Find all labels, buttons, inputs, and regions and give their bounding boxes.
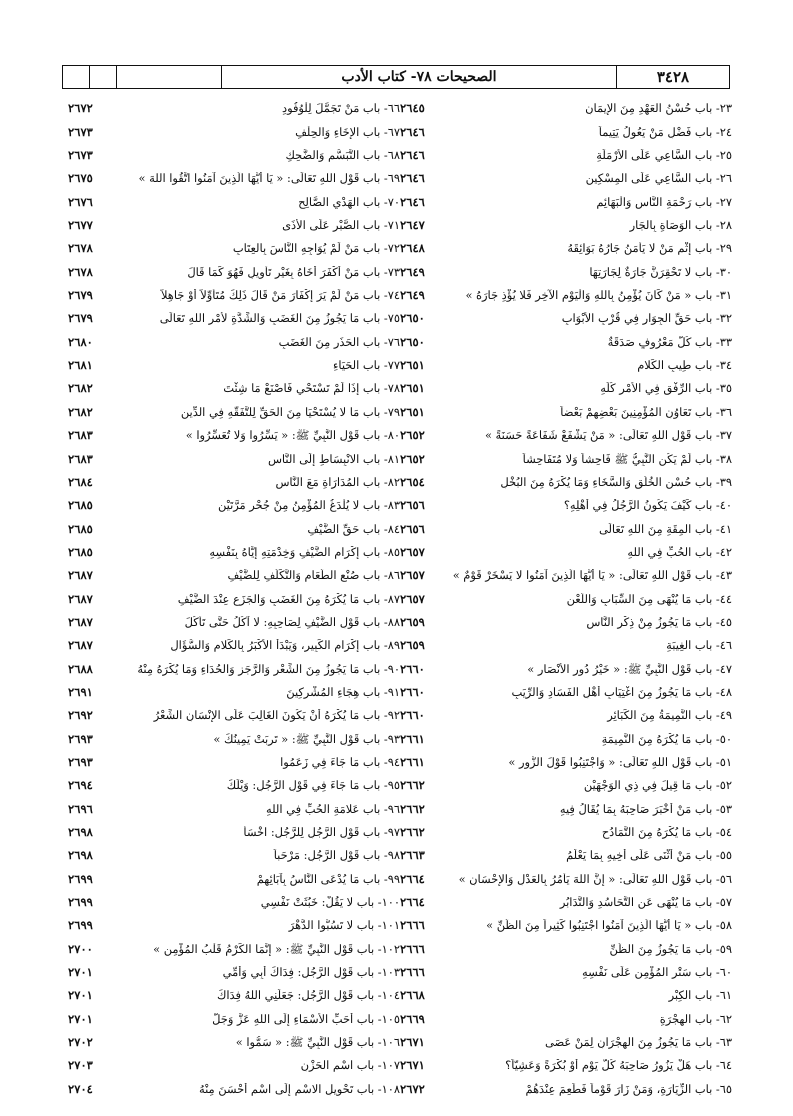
toc-entry (68, 117, 400, 140)
toc-entry-title: ٤٤- باب مَا يُنْهَى مِنَ السِّبَابِ وَاللَّعْنِ (566, 592, 732, 606)
toc-entry (68, 491, 400, 514)
toc-entry-page: ٢٦٥٤ (400, 474, 425, 489)
toc-entry-title: ٨٧- باب مَا يُكْرَهُ مِنَ الغَضَبِ وَالجَزَعِ عِنْدَ الضَّيْفِ (177, 592, 400, 606)
toc-entry (400, 981, 732, 1004)
toc-entry-page: ٢٦٦١ (400, 731, 425, 746)
toc-entry-title: ١٠٨- باب تَحْوِيلِ الاسْمِ إِلَى اسْمٍ أَحْسَنَ مِنْهُ (198, 1082, 400, 1096)
toc-entry-title: ٩٩- باب مَا يُدْعَى النَّاسُ بِآبَائِهِمْ (256, 872, 400, 886)
toc-entry-page: ٢٦٩٩ (68, 871, 93, 886)
toc-entry (68, 561, 400, 584)
toc-entry-page: ٢٧٠٢ (68, 1035, 93, 1050)
toc-entry-title: ٩٣- باب قَوْلِ النَّبِيِّ ﷺ: « تَرِبَتْ يَمِينُكَ » (213, 732, 400, 746)
toc-entry (400, 678, 732, 701)
toc-entry-title: ١٠١- باب لا تَسُبُّوا الدَّهْرَ (288, 919, 400, 933)
toc-entry-title: ٩٤- باب مَا جَاءَ فِي زَعَمُوا (280, 755, 400, 769)
toc-entry-page: ٢٦٦٠ (400, 684, 425, 699)
toc-entry (68, 421, 400, 444)
toc-entry (400, 514, 732, 537)
toc-entry-title: ١٠٤- باب قَوْلِ الرَّجُلِ: جَعَلَنِي اللهُ فِدَاكَ (216, 989, 400, 1003)
toc-entry-page: ٢٦٨٢ (68, 381, 93, 396)
toc-entry-page: ٢٧٠١ (68, 965, 93, 980)
toc-entry-title: ٧٢- باب مَنْ لَمْ يُوَاجِهِ النَّاسَ بِالعِتَابِ (232, 242, 400, 256)
toc-entry-title: ٧٨- باب إِذَا لَمْ تَسْتَحْيِ فَاصْنَعْ مَا شِئْتَ (223, 382, 400, 396)
toc-entry-title: ٤٣- باب قَوْلِ اللهِ تَعَالَى: « يَا أَيُّهَا الَّذِينَ آمَنُوا لا يَسْخَرْ قَوْمٌ » (452, 569, 732, 583)
toc-entry (400, 631, 732, 654)
toc-entry-page: ٢٦٩١ (68, 684, 93, 699)
toc-entry-page: ٢٦٥٠ (400, 334, 425, 349)
toc-entry-title: ٤٧- باب قَوْلِ النَّبِيِّ ﷺ: « خَيْرُ دُورِ الأَنْصَارِ » (527, 662, 732, 676)
toc-entry-page: ٢٦٧١ (400, 1035, 425, 1050)
toc-entry-title: ١٠٠- باب لا يَقُلْ: خَبُثَتْ نَفْسِي (260, 896, 400, 910)
toc-entry-title: ٢٨- باب الوَصَاةِ بِالجَارِ (629, 219, 732, 233)
toc-entry-page: ٢٦٩٤ (68, 778, 93, 793)
header-blank-cell (117, 66, 222, 88)
toc-entry (400, 561, 732, 584)
toc-entry (68, 514, 400, 537)
toc-entry-title: ٣٤- باب طِيبِ الكَلامِ (637, 359, 732, 373)
page-header (62, 65, 730, 89)
toc-entry (68, 397, 400, 420)
toc-entry-page: ٢٦٩٢ (68, 708, 93, 723)
toc-entry-page: ٢٧٠١ (68, 1011, 93, 1026)
toc-entry (68, 257, 400, 280)
toc-entry-page: ٢٦٥٧ (400, 544, 425, 559)
toc-entry-page: ٢٦٥٦ (400, 498, 425, 513)
toc-entry (400, 421, 732, 444)
toc-entry-page: ٢٦٤٦ (400, 171, 425, 186)
toc-entry (68, 934, 400, 957)
toc-entry-title: ٢٤- باب فَضْلِ مَنْ يَعُولُ يَتِيماً (598, 125, 732, 139)
toc-entry-title: ٢٩- باب إِثْمِ مَنْ لا يَأْمَنُ جَارُهُ بَوَائِقَهُ (567, 242, 732, 256)
toc-entry (400, 888, 732, 911)
toc-entry (68, 234, 400, 257)
toc-entry-page: ٢٦٩٦ (68, 801, 93, 816)
toc-entry-title: ٢٥- باب السَّاعِي عَلَى الأَرْمَلَةِ (596, 149, 732, 163)
toc-entry (68, 1004, 400, 1027)
toc-entry (68, 958, 400, 981)
toc-entry (400, 794, 732, 817)
toc-entry-title: ٦٧- باب الإِخَاءِ وَالحِلْفِ (295, 125, 400, 139)
toc-entry (400, 397, 732, 420)
toc-entry (400, 1028, 732, 1051)
toc-entry-title: ٣١- باب « مَنْ كَانَ يُؤْمِنُ بِاللهِ وَالْيَوْمِ الآخِرِ فَلا يُؤْذِ جَارَهُ » (465, 289, 732, 303)
toc-entry (400, 117, 732, 140)
toc-entry (400, 911, 732, 934)
toc-entry-page: ٢٦٦٢ (400, 778, 425, 793)
toc-entry-title: ٧٥- باب مَا يَجُوزُ مِنَ الغَضَبِ وَالشِّدَّةِ لأَمْرِ اللهِ تَعَالَى (159, 312, 400, 326)
toc-entry-title: ٤٨- باب مَا يَجُوزُ مِنَ اغْتِيَابِ أَهْلِ الفَسَادِ وَالرِّيَبِ (511, 685, 732, 699)
toc-entry-page: ٢٦٨٧ (68, 568, 93, 583)
toc-entry-page: ٢٦٨٣ (68, 428, 93, 443)
toc-entry-title: ٩٦- باب عَلامَةِ الحُبِّ فِي اللهِ (266, 802, 400, 816)
toc-entry-page: ٢٦٨٧ (68, 638, 93, 653)
toc-entry-title: ٥٠- باب مَا يُكْرَهُ مِنَ النَّمِيمَةِ (601, 732, 732, 746)
toc-entry-page: ٢٦٥٦ (400, 521, 425, 536)
toc-entry-page: ٢٦٩٨ (68, 848, 93, 863)
toc-entry-title: ٥٩- باب مَا يَجُوزُ مِنَ الظَّنِّ (609, 942, 732, 956)
toc-entry-page: ٢٦٧٣ (68, 124, 93, 139)
toc-entry-page: ٢٦٤٥ (400, 101, 425, 116)
toc-entry-page: ٢٦٧٨ (68, 264, 93, 279)
toc-entry-title: ٧٩- باب مَا لا يُسْتَحْيَا مِنَ الحَقِّ لِلتَّفَقُّهِ فِي الدِّينِ (180, 405, 400, 419)
toc-entry-title: ٦٦- باب مَنْ تَجَمَّلَ لِلْوُفُودِ (282, 102, 400, 116)
toc-entry (400, 281, 732, 304)
toc-entry (68, 631, 400, 654)
toc-entry-page: ٢٦٤٦ (400, 124, 425, 139)
toc-entry-title: ٨٦- باب صُنْعِ الطَّعَامِ وَالتَّكَلُّفِ لِلضَّيْفِ (227, 569, 400, 583)
toc-entry-page: ٢٦٦٨ (400, 988, 425, 1003)
toc-entry (400, 1074, 732, 1097)
toc-entry-title: ٥٦- باب قَوْلِ اللهِ تَعَالَى: « إِنَّ اللهَ يَأْمُرُ بِالعَدْلِ وَالإِحْسَانِ » (458, 872, 732, 886)
toc-entry (68, 164, 400, 187)
toc-entry-title: ٦٩- باب قَوْلِ اللهِ تَعَالَى: « يَا أَيُّهَا الَّذِينَ آمَنُوا اتَّقُوا اللهَ » (138, 172, 400, 186)
toc-entry-page: ٢٦٦٦ (400, 918, 425, 933)
toc-entry-page: ٢٧٠١ (68, 988, 93, 1003)
toc-entry (400, 164, 732, 187)
toc-entry (400, 211, 732, 234)
toc-entry (400, 748, 732, 771)
toc-entry-page: ٢٦٥٢ (400, 451, 425, 466)
toc-entry-title: ٦٨- باب التَّبَسُّمِ وَالضَّحِكِ (285, 149, 400, 163)
toc-entry-title: ٨٠- باب قَوْلِ النَّبِيِّ ﷺ: « يَسِّرُوا وَلا تُعَسِّرُوا » (185, 429, 400, 443)
toc-entry-title: ١٠٢- باب قَوْلِ النَّبِيِّ ﷺ: « إِنَّمَا الكَرْمُ قَلْبُ المُؤْمِنِ » (153, 942, 400, 956)
toc-entry (400, 304, 732, 327)
toc-entry-title: ٥٣- باب مَنْ أَخْبَرَ صَاحِبَهُ بِمَا يُقَالُ فِيهِ (559, 802, 732, 816)
toc-entry-page: ٢٦٦٠ (400, 708, 425, 723)
toc-entry-title: ٨٥- باب إِكْرَامِ الضَّيْفِ وَخِدْمَتِهِ إِيَّاهُ بِنَفْسِهِ (209, 545, 400, 559)
toc-entry-title: ٦٢- باب الهِجْرَةِ (659, 1012, 732, 1026)
toc-entry-page: ٢٦٨١ (68, 358, 93, 373)
toc-entry-title: ٧١- باب الصَّبْرِ عَلَى الأَذَى (282, 219, 400, 233)
toc-entry-title: ٣٨- باب لَمْ يَكُنِ النَّبِيُّ ﷺ فَاحِشاً وَلا مُتَفَاحِشاً (522, 452, 732, 466)
toc-entry (68, 1074, 400, 1097)
toc-entry-page: ٢٦٧٥ (68, 171, 93, 186)
toc-entry-title: ٥٨- باب « يَا أَيُّهَا الَّذِينَ آمَنُوا اجْتَنِبُوا كَثِيراً مِنَ الظَّنِّ » (486, 919, 732, 933)
toc-entry (68, 678, 400, 701)
toc-entry-page: ٢٦٨٨ (68, 661, 93, 676)
toc-entry (400, 724, 732, 747)
toc-entry (400, 1051, 732, 1074)
toc-entry (400, 374, 732, 397)
toc-entry-page: ٢٦٧٩ (68, 311, 93, 326)
toc-column-left (68, 94, 400, 1098)
toc-entry (68, 187, 400, 210)
toc-entry-page: ٢٦٦٣ (400, 848, 425, 863)
toc-entry (400, 1004, 732, 1027)
toc-entry (400, 94, 732, 117)
toc-entry (400, 701, 732, 724)
toc-entry-title: ٩٠- باب مَا يَجُوزُ مِنَ الشِّعْرِ وَالرَّجَزِ وَالحُدَاءِ وَمَا يُكْرَهُ مِنْهُ (137, 662, 400, 676)
header-title: الصحيحات ٧٨- كتاب الأدب (222, 66, 617, 88)
toc-entry (68, 701, 400, 724)
toc-entry (68, 538, 400, 561)
toc-entry-title: ٧٦- باب الحَذَرِ مِنَ الغَضَبِ (278, 335, 400, 349)
toc-entry-page: ٢٦٤٦ (400, 194, 425, 209)
toc-entry-page: ٢٦٨٠ (68, 334, 93, 349)
toc-entry-title: ٤٢- باب الحُبِّ فِي اللهِ (627, 545, 732, 559)
toc-entry-page: ٢٦٥١ (400, 404, 425, 419)
toc-entry (68, 281, 400, 304)
toc-entry-title: ٢٦- باب السَّاعِي عَلَى المِسْكِينِ (585, 172, 732, 186)
toc-entry-page: ٢٦٩٩ (68, 895, 93, 910)
toc-entry-title: ٥٧- باب مَا يُنْهَى عَنِ التَّحَاسُدِ وَالتَّدَابُرِ (559, 896, 732, 910)
toc-entry-title: ٥٢- باب مَا قِيلَ فِي ذِي الوَجْهَيْنِ (583, 779, 732, 793)
toc-entry-title: ٥٤- باب مَا يُكْرَهُ مِنَ التَّمَادُحِ (601, 826, 732, 839)
toc-entry-page: ٢٦٦٦ (400, 941, 425, 956)
toc-entry-title: ١٠٦- باب قَوْلِ النَّبِيِّ ﷺ: « سَمُّوا » (235, 1036, 400, 1050)
toc-entry-page: ٢٦٦٩ (400, 1011, 425, 1026)
toc-entry-page: ٢٦٦١ (400, 754, 425, 769)
toc-entry-page: ٢٦٥١ (400, 358, 425, 373)
toc-entry-page: ٢٦٥٧ (400, 591, 425, 606)
toc-entry-page: ٢٦٧٢ (68, 101, 93, 116)
toc-entry (400, 654, 732, 677)
toc-entry (68, 724, 400, 747)
toc-entry-page: ٢٦٩٨ (68, 825, 93, 839)
toc-entry-title: ١٠٧- باب اسْمِ الحَزْنِ (300, 1059, 400, 1073)
toc-entry-page: ٢٧٠٠ (68, 941, 93, 956)
toc-entry-page: ٢٦٥٩ (400, 614, 425, 629)
toc-entry-title: ٣٦- باب تَعَاوُنِ المُؤْمِنِينَ بَعْضِهِمْ بَعْضاً (560, 405, 732, 419)
toc-entry (400, 841, 732, 864)
header-blank-cell (63, 66, 90, 88)
toc-entry (400, 934, 732, 957)
toc-entry-page: ٢٦٨٥ (68, 521, 93, 536)
toc-entry-page: ٢٦٧٦ (68, 194, 93, 209)
toc-entry (68, 584, 400, 607)
toc-entry (68, 841, 400, 864)
toc-entry-page: ٢٦٤٩ (400, 264, 425, 279)
toc-entry-page: ٢٦٥٢ (400, 428, 425, 443)
toc-column-right (400, 94, 732, 1098)
toc-entry-title: ٨١- باب الانْبِسَاطِ إِلَى النَّاسِ (268, 452, 400, 466)
toc-entry-title: ٨٨- باب قَوْلِ الضَّيْفِ لِصَاحِبِهِ: لا آكُلُ حَتَّى تَأْكُلَ (184, 615, 400, 629)
toc-entry-page: ٢٦٤٧ (400, 218, 425, 233)
toc-entry (68, 794, 400, 817)
toc-entry-title: ٦٤- باب هَلْ يَزُورُ صَاحِبَهُ كُلَّ يَوْمٍ أَوْ بُكْرَةً وَعَشِيّاً؟ (505, 1059, 732, 1073)
toc-entry (68, 888, 400, 911)
toc-entry (68, 1051, 400, 1074)
toc-entry (400, 864, 732, 887)
toc-entry-page: ٢٦٩٩ (68, 918, 93, 933)
toc-entry (68, 351, 400, 374)
toc-entry (400, 187, 732, 210)
toc-entry-page: ٢٦٧١ (400, 1058, 425, 1073)
toc-entry-title: ٣٩- باب حُسْنِ الخُلُقِ وَالسَّخَاءِ وَمَا يُكْرَهُ مِنَ البُخْلِ (500, 475, 732, 489)
toc-entry (400, 234, 732, 257)
toc-entry (400, 257, 732, 280)
toc-entry-page: ٢٦٤٨ (400, 241, 425, 256)
toc-entry-title: ٨٢- باب المُدَارَاةِ مَعَ النَّاسِ (275, 475, 400, 489)
toc-entry-page: ٢٦٩٣ (68, 754, 93, 769)
toc-entry-title: ٨٤- باب حَقِّ الضَّيْفِ (307, 522, 400, 536)
toc-entry (400, 608, 732, 631)
toc-entry (68, 304, 400, 327)
toc-entry (68, 444, 400, 467)
toc-entry-title: ٩٥- باب مَا جَاءَ فِي قَوْلِ الرَّجُلِ: وَيْلَكَ (226, 779, 400, 793)
toc-entry-title: ٧٧- باب الحَيَاءِ (333, 359, 400, 373)
toc-entry-title: ٣٠- باب لا تَحْقِرَنَّ جَارَةٌ لِجَارَتِهَا (589, 265, 732, 279)
toc-entry (400, 584, 732, 607)
toc-entry-page: ٢٦٩٣ (68, 731, 93, 746)
toc-entry-page: ٢٦٦٠ (400, 661, 425, 676)
toc-entry-page: ٢٦٨٢ (68, 404, 93, 419)
toc-entry-page: ٢٦٤٩ (400, 288, 425, 303)
toc-entry-title: ٧٠- باب الهَدْيِ الصَّالِحِ (298, 195, 400, 209)
toc-entry (400, 491, 732, 514)
toc-entry (68, 327, 400, 350)
toc-entry (68, 748, 400, 771)
toc-entry-title: ٤٠- باب كَيْفَ يَكُونُ الرَّجُلُ فِي أَهْلِهِ؟ (563, 499, 732, 513)
toc-entry (400, 351, 732, 374)
toc-entry-page: ٢٦٥٧ (400, 568, 425, 583)
toc-entry-title: ٧٤- باب مَنْ لَمْ يَرَ إِكْفَارَ مَنْ قَالَ ذَلِكَ مُتَأَوِّلاً أَوْ جَاهِلاً (161, 289, 400, 303)
toc-entry-page: ٢٦٧٩ (68, 288, 93, 303)
toc-entry (400, 327, 732, 350)
toc-entry-page: ٢٧٠٤ (68, 1081, 93, 1096)
toc-entry-page: ٢٦٨٣ (68, 451, 93, 466)
toc-entry (68, 141, 400, 164)
toc-entry-title: ٩١- باب هِجَاءِ المُشْرِكِينَ (286, 685, 400, 699)
toc-entry-title: ٥١- باب قَوْلِ اللهِ تَعَالَى: « وَاجْتَنِبُوا قَوْلَ الزُّورِ » (508, 755, 732, 769)
toc-entry-page: ٢٦٧٨ (68, 241, 93, 256)
toc-entry-title: ٨٣- باب لا يُلْدَغُ المُؤْمِنُ مِنْ جُحْرٍ مَرَّتَيْنِ (217, 499, 400, 513)
toc-entry (68, 864, 400, 887)
toc-entry-page: ٢٦٦٤ (400, 895, 425, 910)
toc-entry-page: ٢٦٨٧ (68, 614, 93, 629)
toc-entry-page: ٢٦٥٩ (400, 638, 425, 653)
toc-entry (68, 608, 400, 631)
toc-entry (400, 771, 732, 794)
toc-entry-title: ٤١- باب المِقَةِ مِنَ اللهِ تَعَالَى (598, 522, 732, 536)
page-number: ٣٤٢٨ (656, 68, 690, 86)
toc-entry-page: ٢٦٧٣ (68, 148, 93, 163)
toc-entry (68, 1028, 400, 1051)
toc-entry (68, 94, 400, 117)
toc-entry-title: ٤٩- باب النَّمِيمَةُ مِنَ الكَبَائِرِ (607, 709, 732, 723)
toc-entry (68, 818, 400, 841)
toc-entry-title: ٤٦- باب الغِيبَةِ (666, 639, 732, 653)
toc-entry (400, 958, 732, 981)
toc-entry (400, 818, 732, 841)
toc-entry-page: ٢٦٨٥ (68, 544, 93, 559)
toc-entry-page: ٢٦٨٤ (68, 474, 93, 489)
toc-entry-page: ٢٦٥١ (400, 381, 425, 396)
toc-entry-page: ٢٦٥٠ (400, 311, 425, 326)
toc-entry-page: ٢٦٨٧ (68, 591, 93, 606)
toc-entry (68, 211, 400, 234)
toc-entry-page: ٢٧٠٣ (68, 1058, 93, 1073)
toc-entry-page: ٢٦٧٢ (400, 1081, 425, 1096)
toc-entry (400, 141, 732, 164)
toc-entry-title: ٦٣- باب مَا يَجُوزُ مِنَ الهِجْرَانِ لِمَنْ عَصَى (544, 1036, 732, 1050)
toc-entry-page: ٢٦٦٦ (400, 965, 425, 980)
toc-entry (400, 444, 732, 467)
toc-entry-title: ٥٥- باب مَنْ أَثْنَى عَلَى أَخِيهِ بِمَا يَعْلَمُ (566, 849, 732, 863)
toc-entry-title: ٩٨- باب قَوْلِ الرَّجُلِ: مَرْحَباً (273, 849, 400, 863)
toc-entry-title: ٩٧- باب قَوْلِ الرَّجُلِ لِلرَّجُلِ: اخْسَأْ (243, 826, 400, 839)
toc-entry-title: ٢٣- باب حُسْنُ العَهْدِ مِنَ الإيمَانِ (585, 102, 732, 116)
toc-entry (68, 374, 400, 397)
toc-entry-title: ٣٣- باب كُلُّ مَعْرُوفٍ صَدَقَةٌ (607, 335, 732, 349)
toc-entry-title: ٣٧- باب قَوْلِ اللهِ تَعَالَى: « مَنْ يَشْفَعْ شَفَاعَةً حَسَنَةً » (484, 429, 732, 443)
toc-entry (68, 654, 400, 677)
toc-entry-title: ٣٢- باب حَقِّ الجِوَارِ فِي قُرْبِ الأَبْوَابِ (561, 312, 732, 326)
toc-entry-title: ١٠٣- باب قَوْلِ الرَّجُلِ: فِدَاكَ أَبِي وَأُمِّي (222, 966, 400, 980)
toc-entry (68, 771, 400, 794)
toc-entry-page: ٢٦٨٥ (68, 498, 93, 513)
toc-entry-title: ٧٣- باب مَنْ أَكْفَرَ أَخَاهُ بِغَيْرِ تَأْوِيلٍ فَهُوَ كَمَا قَالَ (187, 265, 400, 279)
toc-entry (400, 468, 732, 491)
toc-entry-page: ٢٦٤٦ (400, 148, 425, 163)
toc-entry-page: ٢٦٧٧ (68, 218, 93, 233)
header-blank-cell (90, 66, 117, 88)
toc-entry-page: ٢٦٦٤ (400, 871, 425, 886)
toc-entry-page: ٢٦٦٢ (400, 825, 425, 839)
toc-entry-title: ٢٧- باب رَحْمَةِ النَّاسِ وَالْبَهَائِمِ (596, 195, 732, 209)
toc-entry-title: ٦٥- باب الزِّيَارَةِ، وَمَنْ زَارَ قَوْماً فَطَعِمَ عِنْدَهُمْ (525, 1082, 732, 1096)
toc-entry-title: ٤٥- باب مَا يَجُوزُ مِنْ ذِكْرِ النَّاسِ (586, 615, 732, 629)
toc-entry-title: ٨٩- باب إِكْرَامِ الكَبِيرِ، وَيَبْدَأُ الأَكْبَرُ بِالكَلامِ وَالسُّؤَالِ (170, 639, 400, 653)
toc-entry (68, 468, 400, 491)
toc-entry-title: ٦١- باب الكِبْرِ (668, 989, 732, 1003)
toc-entry-title: ٦٠- باب سَتْرِ المُؤْمِنِ عَلَى نَفْسِهِ (582, 966, 732, 980)
toc-entry-title: ٩٢- باب مَا يُكْرَهُ أَنْ يَكُونَ الغَالِبَ عَلَى الإِنْسَانِ الشِّعْرُ (153, 709, 400, 723)
toc-entry (68, 911, 400, 934)
toc-entry-title: ٣٥- باب الرِّفْقِ فِي الأَمْرِ كُلِّهِ (600, 382, 732, 396)
toc-entry (68, 981, 400, 1004)
toc-entry-title: ١٠٥- باب أَحَبِّ الأَسْمَاءِ إِلَى اللهِ عَزَّ وَجَلَّ (212, 1012, 400, 1026)
toc-entry-page: ٢٦٦٢ (400, 801, 425, 816)
toc-entry (400, 538, 732, 561)
